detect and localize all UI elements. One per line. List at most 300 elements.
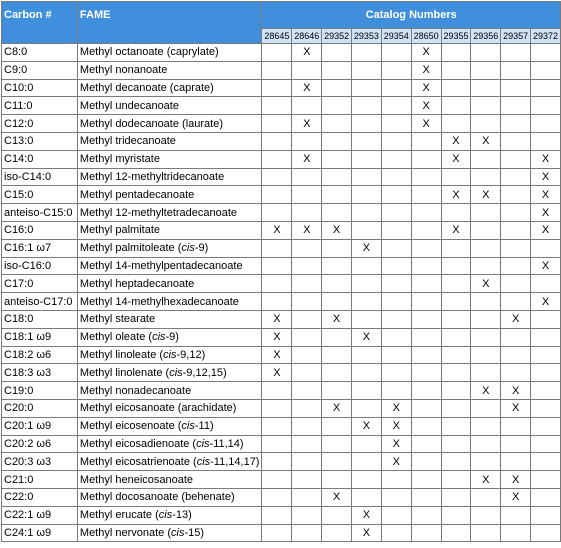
empty-cell [471,61,501,79]
empty-cell [381,293,411,311]
empty-cell [381,61,411,79]
empty-cell [352,453,382,471]
fame-name-cell [77,506,262,524]
fame-name-text: Methyl nonanoate [79,64,168,77]
table-row [2,44,561,62]
empty-cell [352,293,382,311]
fame-name-cell [77,115,262,133]
catalog-number-header: 29354 [381,29,411,44]
empty-cell [262,524,292,542]
empty-cell [441,168,471,186]
inclusion-mark-cell: X [531,186,561,204]
empty-cell [322,453,352,471]
fame-name-text: Methyl palmitoleate ( [79,242,182,255]
empty-cell [441,275,471,293]
carbon-number-cell: C22:0 [2,488,78,506]
empty-cell [531,382,561,400]
empty-cell [292,417,322,435]
carbon-number-cell: C18:3 ω3 [2,364,78,382]
empty-cell [471,79,501,97]
table-row [2,239,561,257]
empty-cell [322,471,352,489]
table-row [2,364,561,382]
empty-cell [262,61,292,79]
empty-cell [352,132,382,150]
empty-cell [262,471,292,489]
empty-cell [352,399,382,417]
carbon-number-cell: iso-C14:0 [2,168,78,186]
inclusion-mark-cell: X [471,186,501,204]
fame-name-text: Methyl heneicosanoate [79,473,194,486]
empty-cell [322,293,352,311]
empty-cell [262,417,292,435]
empty-cell [381,275,411,293]
empty-cell [352,310,382,328]
empty-cell [501,204,531,222]
fame-name-cell [77,382,262,400]
fame-name-cell [77,346,262,364]
empty-cell [292,382,322,400]
inclusion-mark-cell: X [501,471,531,489]
empty-cell [471,239,501,257]
empty-cell [262,453,292,471]
fame-name-cell [77,328,262,346]
empty-cell [352,488,382,506]
empty-cell [501,257,531,275]
empty-cell [531,61,561,79]
fame-name-text: Methyl tridecanoate [79,135,176,148]
carbon-number-cell: C24:1 ω9 [2,524,78,542]
empty-cell [441,328,471,346]
empty-cell [352,221,382,239]
empty-cell [322,79,352,97]
empty-cell [292,204,322,222]
empty-cell [262,506,292,524]
empty-cell [322,257,352,275]
fame-name-suffix: -11,14) [209,437,244,450]
empty-cell [531,115,561,133]
empty-cell [292,506,322,524]
empty-cell [531,132,561,150]
empty-cell [411,168,441,186]
empty-cell [531,364,561,382]
catalog-number-header: 28650 [411,29,441,44]
fame-name-text: Methyl docosanoate (behenate) [79,491,235,504]
empty-cell [292,275,322,293]
empty-cell [531,506,561,524]
empty-cell [501,293,531,311]
carbon-number-cell: C16:0 [2,221,78,239]
empty-cell [262,150,292,168]
inclusion-mark-cell: X [322,221,352,239]
inclusion-mark-cell: X [292,79,322,97]
table-row [2,79,561,97]
fame-name-cell [77,204,262,222]
empty-cell [322,61,352,79]
fame-name-text: Methyl eicosadienoate ( [79,437,197,450]
table-row [2,61,561,79]
carbon-number-cell: C12:0 [2,115,78,133]
catalog-number-header: 29356 [471,29,501,44]
empty-cell [262,115,292,133]
inclusion-mark-cell: X [322,310,352,328]
empty-cell [441,310,471,328]
empty-cell [352,382,382,400]
empty-cell [501,79,531,97]
empty-cell [441,239,471,257]
empty-cell [441,115,471,133]
inclusion-mark-cell: X [411,79,441,97]
empty-cell [381,79,411,97]
empty-cell [322,506,352,524]
inclusion-mark-cell: X [292,115,322,133]
empty-cell [322,346,352,364]
empty-cell [352,150,382,168]
empty-cell [471,168,501,186]
empty-cell [471,453,501,471]
inclusion-mark-cell: X [381,399,411,417]
empty-cell [531,310,561,328]
table-row [2,506,561,524]
table-row [2,488,561,506]
empty-cell [531,524,561,542]
empty-cell [411,310,441,328]
empty-cell [381,186,411,204]
table-row [2,417,561,435]
empty-cell [292,186,322,204]
inclusion-mark-cell: X [292,221,322,239]
empty-cell [322,168,352,186]
empty-cell [471,417,501,435]
carbon-number-cell: C21:0 [2,471,78,489]
empty-cell [441,399,471,417]
inclusion-mark-cell: X [411,115,441,133]
empty-cell [501,453,531,471]
empty-cell [381,257,411,275]
carbon-number-cell: C22:1 ω9 [2,506,78,524]
fame-name-text: Methyl myristate [79,153,160,166]
empty-cell [441,61,471,79]
fame-name-text: Methyl dodecanoate (laurate) [79,117,223,130]
fame-name-text: Methyl stearate [79,313,156,326]
catalog-number-header: 29372 [531,29,561,44]
table-row [2,435,561,453]
carbon-number-cell: C8:0 [2,44,78,62]
empty-cell [262,293,292,311]
empty-cell [262,488,292,506]
isomer-italic-text: cis [196,455,211,468]
table-row [2,310,561,328]
empty-cell [411,293,441,311]
empty-cell [531,435,561,453]
empty-cell [501,506,531,524]
empty-cell [501,44,531,62]
fame-name-text: Methyl 12-methyltridecanoate [79,170,225,183]
empty-cell [381,310,411,328]
empty-cell [292,346,322,364]
empty-cell [471,310,501,328]
empty-cell [381,382,411,400]
empty-cell [411,204,441,222]
fame-name-text: Methyl linoleate ( [79,348,164,361]
empty-cell [501,346,531,364]
inclusion-mark-cell: X [531,293,561,311]
table-row [2,293,561,311]
fame-name-cell [77,97,262,115]
table-row [2,257,561,275]
empty-cell [292,257,322,275]
empty-cell [292,328,322,346]
fame-name-text: Methyl oleate ( [79,331,153,344]
empty-cell [441,453,471,471]
inclusion-mark-cell: X [352,417,382,435]
inclusion-mark-cell: X [262,364,292,382]
empty-cell [292,168,322,186]
empty-cell [501,417,531,435]
empty-cell [441,435,471,453]
empty-cell [411,399,441,417]
catalog-numbers-header: Catalog Numbers [262,2,561,29]
inclusion-mark-cell: X [501,399,531,417]
empty-cell [471,399,501,417]
fame-name-cell [77,399,262,417]
empty-cell [292,453,322,471]
empty-cell [471,221,501,239]
empty-cell [381,44,411,62]
empty-cell [322,435,352,453]
inclusion-mark-cell: X [352,239,382,257]
inclusion-mark-cell: X [501,488,531,506]
empty-cell [322,239,352,257]
fame-name-cell [77,186,262,204]
inclusion-mark-cell: X [501,382,531,400]
empty-cell [381,346,411,364]
table-row [2,453,561,471]
empty-cell [501,275,531,293]
empty-cell [262,79,292,97]
carbon-number-cell: C20:2 ω6 [2,435,78,453]
empty-cell [262,168,292,186]
empty-cell [292,97,322,115]
empty-cell [411,364,441,382]
fame-name-text: Methyl nervonate ( [79,526,172,539]
table-row [2,97,561,115]
empty-cell [352,168,382,186]
fame-name-cell [77,488,262,506]
catalog-number-header: 28645 [262,29,292,44]
empty-cell [411,417,441,435]
empty-cell [292,399,322,417]
carbon-number-cell: C18:0 [2,310,78,328]
empty-cell [411,382,441,400]
fame-name-suffix: -13) [172,509,192,522]
empty-cell [322,382,352,400]
table-row [2,221,561,239]
fame-name-cell [77,364,262,382]
fame-name-text: Methyl heptadecanoate [79,277,195,290]
isomer-italic-text: cis [169,366,183,379]
fame-name-cell [77,132,262,150]
catalog-number-header: 29353 [352,29,382,44]
fame-name-text: Methyl erucate ( [79,509,159,522]
empty-cell [322,150,352,168]
empty-cell [292,524,322,542]
inclusion-mark-cell: X [441,186,471,204]
empty-cell [292,239,322,257]
catalog-number-header: 28646 [292,29,322,44]
empty-cell [262,239,292,257]
empty-cell [411,435,441,453]
empty-cell [322,204,352,222]
empty-cell [471,293,501,311]
empty-cell [441,488,471,506]
fame-name-text: Methyl nonadecanoate [79,384,192,397]
empty-cell [411,275,441,293]
empty-cell [471,115,501,133]
table-row [2,275,561,293]
empty-cell [531,44,561,62]
empty-cell [381,364,411,382]
empty-cell [501,328,531,346]
empty-cell [262,44,292,62]
isomer-italic-text: cis [181,242,195,255]
catalog-number-header: 29352 [322,29,352,44]
table-row [2,168,561,186]
empty-cell [262,382,292,400]
fame-name-text: Methyl eicosanoate (arachidate) [79,402,237,415]
empty-cell [501,524,531,542]
empty-cell [381,488,411,506]
empty-cell [292,310,322,328]
fame-name-cell [77,275,262,293]
table-row [2,204,561,222]
fame-name-cell [77,310,262,328]
empty-cell [531,346,561,364]
empty-cell [531,275,561,293]
inclusion-mark-cell: X [262,328,292,346]
empty-cell [411,239,441,257]
fame-name-text: Methyl decanoate (caprate) [79,81,214,94]
empty-cell [262,132,292,150]
empty-cell [381,328,411,346]
fame-name-suffix: -11,14,17) [210,455,260,468]
empty-cell [352,97,382,115]
inclusion-mark-cell: X [471,275,501,293]
empty-cell [441,44,471,62]
inclusion-mark-cell: X [531,204,561,222]
empty-cell [411,328,441,346]
empty-cell [381,97,411,115]
empty-cell [441,346,471,364]
empty-cell [322,97,352,115]
empty-cell [501,61,531,79]
empty-cell [441,257,471,275]
empty-cell [292,364,322,382]
empty-cell [381,221,411,239]
inclusion-mark-cell: X [262,346,292,364]
empty-cell [471,524,501,542]
inclusion-mark-cell: X [531,150,561,168]
empty-cell [381,524,411,542]
empty-cell [411,257,441,275]
catalog-number-header: 29357 [501,29,531,44]
inclusion-mark-cell: X [352,328,382,346]
isomer-italic-text: cis [181,420,195,433]
empty-cell [322,524,352,542]
fame-name-cell [77,257,262,275]
inclusion-mark-cell: X [381,417,411,435]
empty-cell [292,293,322,311]
fame-name-text: Methyl eicosenoate ( [79,420,182,433]
empty-cell [531,417,561,435]
inclusion-mark-cell: X [411,61,441,79]
inclusion-mark-cell: X [381,453,411,471]
inclusion-mark-cell: X [441,221,471,239]
inclusion-mark-cell: X [262,221,292,239]
inclusion-mark-cell: X [531,221,561,239]
empty-cell [381,506,411,524]
fame-name-cell [77,239,262,257]
fame-name-text: Methyl linolenate ( [79,366,170,379]
table-row [2,186,561,204]
fame-name-cell [77,150,262,168]
empty-cell [441,417,471,435]
empty-cell [322,364,352,382]
fame-name-text: Methyl pentadecanoate [79,188,195,201]
fame-name-suffix: -9,12) [176,348,206,361]
empty-cell [501,221,531,239]
empty-cell [471,328,501,346]
carbon-number-cell: C16:1 ω7 [2,239,78,257]
empty-cell [262,97,292,115]
empty-cell [322,115,352,133]
empty-cell [292,61,322,79]
empty-cell [441,524,471,542]
inclusion-mark-cell: X [411,44,441,62]
empty-cell [531,97,561,115]
empty-cell [322,275,352,293]
carbon-number-cell: C17:0 [2,275,78,293]
empty-cell [352,257,382,275]
fame-name-text: Methyl 14-methylhexadecanoate [79,295,239,308]
carbon-number-cell: C15:0 [2,186,78,204]
fame-name-cell [77,293,262,311]
empty-cell [322,417,352,435]
empty-cell [501,186,531,204]
fame-name-cell [77,453,262,471]
empty-cell [501,132,531,150]
empty-cell [411,132,441,150]
empty-cell [381,115,411,133]
inclusion-mark-cell: X [471,132,501,150]
fame-name-cell [77,471,262,489]
carbon-number-cell: C18:2 ω6 [2,346,78,364]
fame-name-cell [77,61,262,79]
empty-cell [381,150,411,168]
fame-name-suffix: -9,12,15) [182,366,227,379]
empty-cell [411,186,441,204]
empty-cell [292,471,322,489]
empty-cell [501,435,531,453]
carbon-column-header: Carbon # [2,2,78,44]
fame-name-text: Methyl eicosatrienoate ( [79,455,197,468]
inclusion-mark-cell: X [322,488,352,506]
table-row [2,150,561,168]
inclusion-mark-cell: X [292,44,322,62]
empty-cell [471,44,501,62]
empty-cell [411,221,441,239]
empty-cell [441,506,471,524]
